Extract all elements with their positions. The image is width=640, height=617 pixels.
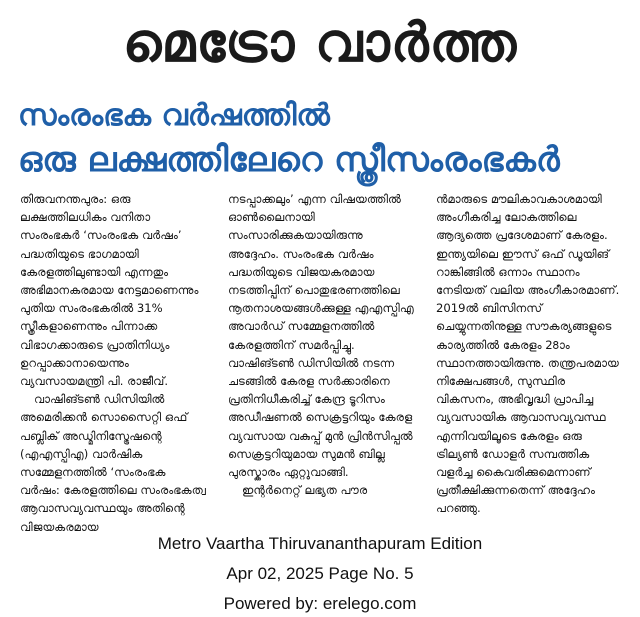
powered-by-caption: Powered by: erelego.com [223, 594, 417, 613]
article-body [20, 190, 624, 534]
edition-caption: Metro Vaartha Thiruvananthapuram Edition [157, 534, 483, 553]
paragraph: ഇന്റർനെറ്റ് ലഭ്യത പൗര [242, 483, 368, 498]
paragraph: നടപ്പാക്കലും’ എന്ന വിഷയത്തിൽ ഓൺലൈനായി സംസാരിക്കുകയായിരുന്നു അദ്ദേഹം. സംരംഭക വർഷം പദ്ധതിയുടെ വിജയകരമായ നടത്തിപ്പിന് പൊതുഭരണത്തിലെ നൂതനാശയങ്ങൾക്കുള്ള എഎസ്പിഎ അവാർഡ് സമ്മേളനത്തിൽ കേരളത്തിന് സമർപ്പിച്ചു. വാഷിങ്ടൺ ഡിസിയിൽ നടന്ന ചടങ്ങിൽ കേരള സർക്കാരിനെ പ്രതിനിധീകരിച്ച് കേന്ദ്ര ടൂറിസം അഡീഷണൽ സെക്രട്ടറിയും കേരള വ്യവസായ വകുപ്പ് മുൻ പ്രിൻസിപ്പൽ സെക്രട്ടറിയുമായ സുമൻ ബില്ല പുരസ്കാരം ഏറ്റുവാങ്ങി. [228, 192, 414, 480]
paragraph: ൻമാരുടെ മൗലികാവകാശമായി അംഗീകരിച്ച ലോകത്തിലെ ആദ്യത്തെ പ്രദേശമാണ് കേരളം. ഇന്ത്യയിലെ ഈസ് ഒഫ് ഡൂയിങ് റാങ്കിങ്ങിൽ ഒന്നാം സ്ഥാനം നേടിയത് വലിയ അംഗീകാരമാണ്. 2019ൽ ബിസിനസ് ചെയ്യുന്നതിനുള്ള സൗകര്യങ്ങളുടെ കാര്യത്തിൽ കേരളം 28ാം സ്ഥാനത്തായിരുന്നു. തന്ത്രപരമായ നിക്ഷേപങ്ങൾ, സുസ്ഥിര വികസനം, അഭിവൃദ്ധി പ്രാപിച്ച വ്യവസായിക ആവാസവ്യവസ്ഥ എന്നിവയിലൂടെ കേരളം ഒരു ട്രില്യൺ ഡോളർ സമ്പത്തിക വളർച്ച കൈവരിക്കുമെന്നാണ് പ്രതീക്ഷിക്കുന്നതെന്ന് അദ്ദേഹം പറഞ്ഞു. [436, 192, 620, 516]
date-page-caption: Apr 02, 2025 Page No. 5 [226, 564, 414, 583]
headline-line-2: ഒരു ലക്ഷത്തിലേറെ സ്ത്രീസംരംഭകർ [18, 140, 560, 180]
headline-line-1: സംരംഭക വർഷത്തിൽ [18, 98, 330, 133]
paragraph: തിരുവനന്തപുരം: ഒരു ലക്ഷത്തിലധികം വനിതാ സംരംഭകർ ‘സംരംഭക വർഷം’ പദ്ധതിയുടെ ഭാഗമായി കേരളത്തിലുണ്ടായി എന്നതും അഭിമാനകരമായ നേട്ടമാണെന്നും പുതിയ സംരംഭകരിൽ 31% സ്ത്രീകളാണെന്നും പിന്നാക്ക വിഭാഗക്കാരുടെ പ്രാതിനിധ്യം ഉറപ്പാക്കാനായെന്നും വ്യവസായമന്ത്രി പി. രാജീവ്. [20, 192, 199, 389]
masthead-title: മെട്രോ വാർത്ത [122, 11, 518, 74]
article-column-1 [20, 190, 208, 534]
paragraph: വാഷിങ്ടൺ ഡിസിയിൽ അമെരിക്കൻ സൊസൈറ്റി ഒഫ് പബ്ലിക് അഡ്മിനിസ്ട്രേഷന്റെ (എഎസ്പിഎ) വാർഷിക സമ്മേളനത്തിൽ ‘സംരംഭക വർഷം: കേരളത്തിലെ സംരംഭകത്വ ആവാസവ്യവസ്ഥയും അതിന്റെ വിജയകരമായ [20, 392, 206, 534]
article-column-2 [228, 190, 416, 518]
article-column-3 [436, 190, 624, 518]
